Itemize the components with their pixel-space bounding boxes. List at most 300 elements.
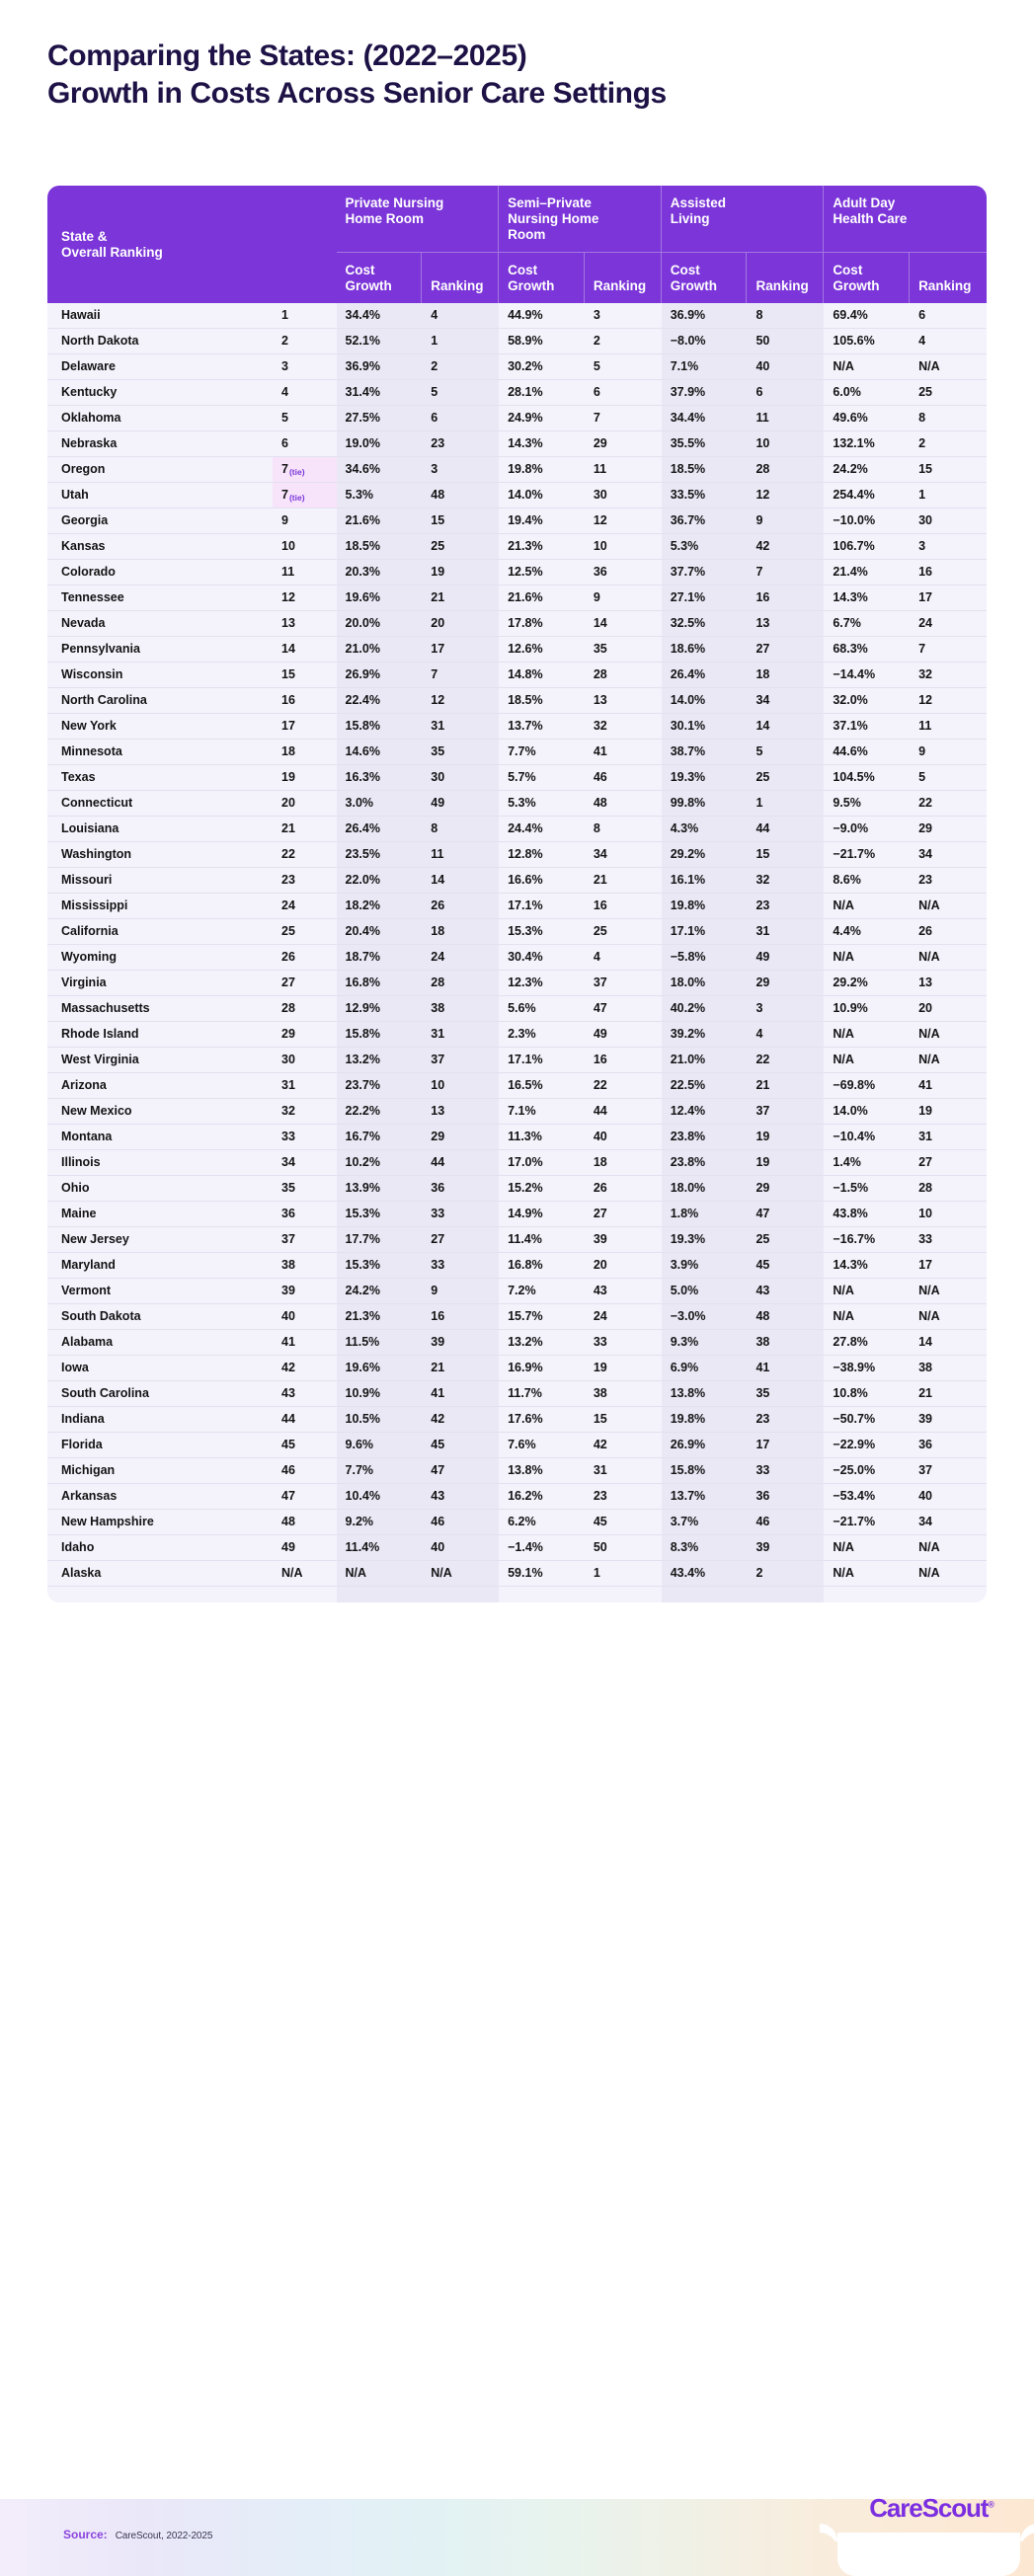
cell-assisted-cost-growth: 13.8% [662, 1381, 748, 1407]
cell-assisted-cost-growth: 29.2% [662, 842, 748, 868]
cell-semiprivate-ranking: 45 [585, 1510, 662, 1535]
cell-assisted-cost-growth: 3.7% [662, 1510, 748, 1535]
cell-adultday-ranking: 24 [910, 611, 987, 637]
cell-semiprivate-ranking: 25 [585, 919, 662, 945]
cell-state-name: Arkansas [47, 1484, 273, 1510]
cell-private-cost-growth: 36.9% [337, 354, 423, 380]
cell-adultday-ranking: 13 [910, 971, 987, 996]
cell-assisted-cost-growth: 12.4% [662, 1099, 748, 1125]
cell-overall-ranking: 6 [273, 431, 337, 457]
cell-adultday-ranking: 22 [910, 791, 987, 817]
cell-semiprivate-cost-growth: 24.9% [499, 406, 585, 431]
cell-semiprivate-cost-growth: 44.9% [499, 303, 585, 329]
cell-overall-ranking: 21 [273, 817, 337, 842]
cell-adultday-cost-growth: 4.4% [824, 919, 910, 945]
cell-semiprivate-cost-growth: 18.5% [499, 688, 585, 714]
cell-adultday-ranking: N/A [910, 894, 987, 919]
cell-semiprivate-cost-growth: 13.8% [499, 1458, 585, 1484]
cell-assisted-ranking: 13 [747, 611, 824, 637]
cell-state-name: New Hampshire [47, 1510, 273, 1535]
table-row [47, 1099, 987, 1125]
cell-state-name: Montana [47, 1125, 273, 1150]
cell-adultday-ranking: 32 [910, 663, 987, 688]
cell-private-cost-growth: 24.2% [337, 1279, 423, 1304]
cell-private-ranking: 31 [422, 714, 499, 740]
cell-private-ranking: 5 [422, 380, 499, 406]
cell-adultday-cost-growth: −69.8% [824, 1073, 910, 1099]
cell-private-cost-growth: 17.7% [337, 1227, 423, 1253]
cell-assisted-cost-growth: 33.5% [662, 483, 748, 508]
cell-semiprivate-cost-growth: 30.2% [499, 354, 585, 380]
cell-overall-ranking: 48 [273, 1510, 337, 1535]
cell-private-ranking: 20 [422, 611, 499, 637]
cell-adultday-ranking: 20 [910, 996, 987, 1022]
cell-adultday-ranking: 33 [910, 1227, 987, 1253]
cell-private-cost-growth: 16.3% [337, 765, 423, 791]
cell-private-cost-growth: N/A [337, 1561, 423, 1587]
subheader-assisted-ranking: Ranking [747, 253, 824, 303]
cell-assisted-cost-growth: 5.0% [662, 1279, 748, 1304]
cell-assisted-ranking: 50 [747, 329, 824, 354]
cell-adultday-cost-growth: 6.7% [824, 611, 910, 637]
cell-assisted-cost-growth: 38.7% [662, 740, 748, 765]
comparison-table-container [47, 186, 987, 1602]
cell-semiprivate-ranking: 32 [585, 714, 662, 740]
cell-adultday-ranking: 30 [910, 508, 987, 534]
cell-private-ranking: 9 [422, 1279, 499, 1304]
cell-state-name: New York [47, 714, 273, 740]
cell-semiprivate-cost-growth: −1.4% [499, 1535, 585, 1561]
cell-assisted-cost-growth: 30.1% [662, 714, 748, 740]
subheader-adultday-cost-growth: Cost Growth [824, 253, 910, 303]
cell-assisted-ranking: 10 [747, 431, 824, 457]
cell-private-ranking: 27 [422, 1227, 499, 1253]
table-row [47, 817, 987, 842]
spacer-cell [47, 1587, 273, 1602]
cell-adultday-cost-growth: −9.0% [824, 817, 910, 842]
cell-state-name: Oklahoma [47, 406, 273, 431]
cell-private-ranking: 33 [422, 1202, 499, 1227]
cell-state-name: Oregon [47, 457, 273, 483]
cell-assisted-ranking: 48 [747, 1304, 824, 1330]
cell-assisted-ranking: 11 [747, 406, 824, 431]
cell-adultday-cost-growth: 14.3% [824, 585, 910, 611]
cell-adultday-cost-growth: −22.9% [824, 1433, 910, 1458]
cell-assisted-ranking: 8 [747, 303, 824, 329]
cell-adultday-cost-growth: 49.6% [824, 406, 910, 431]
cell-state-name: Alaska [47, 1561, 273, 1587]
table-row [47, 303, 987, 329]
cell-private-cost-growth: 52.1% [337, 329, 423, 354]
cell-assisted-ranking: 17 [747, 1433, 824, 1458]
cell-private-cost-growth: 18.5% [337, 534, 423, 560]
cell-private-cost-growth: 20.0% [337, 611, 423, 637]
cell-assisted-ranking: 21 [747, 1073, 824, 1099]
subheader-private-ranking: Ranking [422, 253, 499, 303]
cell-state-name: Nebraska [47, 431, 273, 457]
overall-ranking-value: 7 [281, 461, 288, 476]
cell-adultday-cost-growth: −10.0% [824, 508, 910, 534]
cell-semiprivate-ranking: 9 [585, 585, 662, 611]
cell-semiprivate-ranking: 22 [585, 1073, 662, 1099]
cell-assisted-ranking: 6 [747, 380, 824, 406]
cell-semiprivate-ranking: 42 [585, 1433, 662, 1458]
cell-assisted-cost-growth: 8.3% [662, 1535, 748, 1561]
cell-semiprivate-cost-growth: 17.1% [499, 894, 585, 919]
cell-semiprivate-cost-growth: 12.3% [499, 971, 585, 996]
cell-state-name: Kansas [47, 534, 273, 560]
cell-adultday-cost-growth: 44.6% [824, 740, 910, 765]
cell-assisted-cost-growth: 7.1% [662, 354, 748, 380]
cell-assisted-cost-growth: 18.0% [662, 971, 748, 996]
cell-state-name: Ohio [47, 1176, 273, 1202]
table-row [47, 1304, 987, 1330]
header-group-assisted-living [662, 186, 825, 253]
carescout-logo-text: CareScout [869, 2493, 989, 2523]
group-3-line-2: Health Care [833, 211, 908, 227]
cell-semiprivate-cost-growth: 58.9% [499, 329, 585, 354]
cell-overall-ranking: 17 [273, 714, 337, 740]
cell-semiprivate-cost-growth: 11.4% [499, 1227, 585, 1253]
cell-private-ranking: 45 [422, 1433, 499, 1458]
cell-private-cost-growth: 14.6% [337, 740, 423, 765]
spacer-cell [499, 1587, 585, 1602]
cell-semiprivate-ranking: 28 [585, 663, 662, 688]
cell-adultday-ranking: 38 [910, 1356, 987, 1381]
cell-adultday-ranking: 5 [910, 765, 987, 791]
cell-adultday-cost-growth: −25.0% [824, 1458, 910, 1484]
cell-overall-ranking: 20 [273, 791, 337, 817]
table-row [47, 1561, 987, 1587]
cell-assisted-ranking: 28 [747, 457, 824, 483]
cell-assisted-ranking: 32 [747, 868, 824, 894]
cell-assisted-ranking: 40 [747, 354, 824, 380]
cell-assisted-ranking: 25 [747, 765, 824, 791]
cell-adultday-ranking: 11 [910, 714, 987, 740]
cell-overall-ranking: 32 [273, 1099, 337, 1125]
cell-semiprivate-ranking: 5 [585, 354, 662, 380]
cell-assisted-ranking: 25 [747, 1227, 824, 1253]
cell-adultday-ranking: 29 [910, 817, 987, 842]
cell-overall-ranking: 10 [273, 534, 337, 560]
cell-assisted-cost-growth: 18.5% [662, 457, 748, 483]
cell-assisted-ranking: 47 [747, 1202, 824, 1227]
spacer-cell [662, 1587, 748, 1602]
table-row [47, 380, 987, 406]
cell-assisted-ranking: 45 [747, 1253, 824, 1279]
cell-semiprivate-cost-growth: 16.6% [499, 868, 585, 894]
cell-overall-ranking: 24 [273, 894, 337, 919]
cell-private-ranking: 36 [422, 1176, 499, 1202]
cell-semiprivate-cost-growth: 5.3% [499, 791, 585, 817]
cell-assisted-ranking: 19 [747, 1125, 824, 1150]
cell-overall-ranking: 23 [273, 868, 337, 894]
cell-semiprivate-ranking: 20 [585, 1253, 662, 1279]
cell-adultday-ranking: 3 [910, 534, 987, 560]
cell-assisted-cost-growth: 34.4% [662, 406, 748, 431]
cell-semiprivate-ranking: 48 [585, 791, 662, 817]
cell-assisted-cost-growth: 26.4% [662, 663, 748, 688]
cell-private-ranking: 6 [422, 406, 499, 431]
state-cost-growth-table [47, 186, 987, 1602]
cell-semiprivate-cost-growth: 28.1% [499, 380, 585, 406]
cell-semiprivate-cost-growth: 21.6% [499, 585, 585, 611]
cell-assisted-ranking: 27 [747, 637, 824, 663]
cell-assisted-ranking: 43 [747, 1279, 824, 1304]
table-row [47, 1048, 987, 1073]
cell-overall-ranking: 3 [273, 354, 337, 380]
cell-private-ranking: 19 [422, 560, 499, 585]
cell-semiprivate-cost-growth: 13.2% [499, 1330, 585, 1356]
cell-adultday-cost-growth: N/A [824, 1304, 910, 1330]
cell-adultday-cost-growth: N/A [824, 1535, 910, 1561]
cell-assisted-ranking: 34 [747, 688, 824, 714]
table-row [47, 1227, 987, 1253]
cell-assisted-ranking: 2 [747, 1561, 824, 1587]
table-row [47, 1433, 987, 1458]
cell-adultday-cost-growth: 10.8% [824, 1381, 910, 1407]
group-0-line-1: Private Nursing [345, 195, 444, 210]
cell-overall-ranking: 33 [273, 1125, 337, 1150]
table-row [47, 919, 987, 945]
tie-note: (tie) [288, 466, 305, 477]
cell-semiprivate-ranking: 2 [585, 329, 662, 354]
cell-adultday-ranking: 37 [910, 1458, 987, 1484]
table-row [47, 1510, 987, 1535]
cell-private-cost-growth: 9.2% [337, 1510, 423, 1535]
cell-assisted-ranking: 23 [747, 1407, 824, 1433]
cell-adultday-ranking: 41 [910, 1073, 987, 1099]
cell-private-ranking: 4 [422, 303, 499, 329]
group-3-line-1: Adult Day [833, 195, 896, 210]
cell-private-ranking: 41 [422, 1381, 499, 1407]
table-row [47, 688, 987, 714]
cell-adultday-ranking: 27 [910, 1150, 987, 1176]
cell-private-cost-growth: 13.2% [337, 1048, 423, 1073]
cell-private-ranking: 13 [422, 1099, 499, 1125]
table-row [47, 791, 987, 817]
cell-private-ranking: 46 [422, 1510, 499, 1535]
cell-overall-ranking: 46 [273, 1458, 337, 1484]
cell-adultday-ranking: 19 [910, 1099, 987, 1125]
cell-semiprivate-ranking: 12 [585, 508, 662, 534]
cell-adultday-ranking: N/A [910, 1304, 987, 1330]
cell-semiprivate-cost-growth: 16.9% [499, 1356, 585, 1381]
cell-semiprivate-cost-growth: 13.7% [499, 714, 585, 740]
cell-adultday-cost-growth: 9.5% [824, 791, 910, 817]
cell-assisted-cost-growth: −8.0% [662, 329, 748, 354]
cell-assisted-cost-growth: 18.6% [662, 637, 748, 663]
cell-semiprivate-cost-growth: 24.4% [499, 817, 585, 842]
table-row [47, 996, 987, 1022]
cell-adultday-ranking: 36 [910, 1433, 987, 1458]
cell-adultday-ranking: 4 [910, 329, 987, 354]
table-row [47, 1202, 987, 1227]
cell-private-ranking: 49 [422, 791, 499, 817]
table-row [47, 740, 987, 765]
cell-private-ranking: 8 [422, 817, 499, 842]
cell-private-cost-growth: 18.7% [337, 945, 423, 971]
cell-assisted-cost-growth: 99.8% [662, 791, 748, 817]
cell-assisted-cost-growth: 27.1% [662, 585, 748, 611]
registered-trademark-icon: ® [988, 2499, 994, 2510]
cell-adultday-cost-growth: 8.6% [824, 868, 910, 894]
cell-semiprivate-ranking: 7 [585, 406, 662, 431]
table-row [47, 1407, 987, 1433]
cell-overall-ranking: 29 [273, 1022, 337, 1048]
cell-assisted-ranking: 12 [747, 483, 824, 508]
cell-overall-ranking: 2 [273, 329, 337, 354]
table-row [47, 1356, 987, 1381]
cell-assisted-ranking: 46 [747, 1510, 824, 1535]
table-row [47, 457, 987, 483]
cell-assisted-cost-growth: 1.8% [662, 1202, 748, 1227]
cell-adultday-cost-growth: 132.1% [824, 431, 910, 457]
cell-assisted-cost-growth: 14.0% [662, 688, 748, 714]
cell-semiprivate-ranking: 34 [585, 842, 662, 868]
cell-private-ranking: 11 [422, 842, 499, 868]
cell-overall-ranking: 34 [273, 1150, 337, 1176]
cell-assisted-cost-growth: 23.8% [662, 1125, 748, 1150]
cell-assisted-ranking: 15 [747, 842, 824, 868]
cell-assisted-cost-growth: 3.9% [662, 1253, 748, 1279]
cell-semiprivate-ranking: 16 [585, 894, 662, 919]
cell-assisted-ranking: 22 [747, 1048, 824, 1073]
cell-overall-ranking: 19 [273, 765, 337, 791]
cell-state-name: Alabama [47, 1330, 273, 1356]
cell-assisted-cost-growth: 9.3% [662, 1330, 748, 1356]
table-row [47, 868, 987, 894]
cell-adultday-cost-growth: −21.7% [824, 842, 910, 868]
tie-note: (tie) [288, 492, 305, 503]
cell-assisted-cost-growth: −3.0% [662, 1304, 748, 1330]
cell-semiprivate-cost-growth: 6.2% [499, 1510, 585, 1535]
subheader-semiprivate-cost-growth: Cost Growth [499, 253, 585, 303]
cell-private-cost-growth: 10.2% [337, 1150, 423, 1176]
cell-private-ranking: 40 [422, 1535, 499, 1561]
cell-semiprivate-cost-growth: 11.3% [499, 1125, 585, 1150]
cell-state-name: Vermont [47, 1279, 273, 1304]
cell-adultday-ranking: 15 [910, 457, 987, 483]
cell-adultday-ranking: 16 [910, 560, 987, 585]
header-state-line-1: State & [61, 229, 108, 245]
cell-private-cost-growth: 15.3% [337, 1253, 423, 1279]
cell-private-ranking: 37 [422, 1048, 499, 1073]
cell-semiprivate-cost-growth: 14.3% [499, 431, 585, 457]
carescout-logo [869, 2493, 994, 2524]
cell-adultday-cost-growth: −10.4% [824, 1125, 910, 1150]
cell-state-name: New Mexico [47, 1099, 273, 1125]
cell-private-ranking: 24 [422, 945, 499, 971]
group-2-line-1: Assisted [670, 195, 726, 210]
cell-semiprivate-ranking: 33 [585, 1330, 662, 1356]
header-group-semi-private-nursing-home-room [499, 186, 662, 253]
cell-assisted-cost-growth: 36.9% [662, 303, 748, 329]
cell-private-cost-growth: 27.5% [337, 406, 423, 431]
cell-adultday-ranking: 21 [910, 1381, 987, 1407]
cell-semiprivate-ranking: 3 [585, 303, 662, 329]
cell-private-cost-growth: 34.4% [337, 303, 423, 329]
cell-semiprivate-cost-growth: 5.6% [499, 996, 585, 1022]
cell-semiprivate-ranking: 19 [585, 1356, 662, 1381]
cell-state-name: North Dakota [47, 329, 273, 354]
cell-assisted-cost-growth: 32.5% [662, 611, 748, 637]
cell-assisted-cost-growth: 35.5% [662, 431, 748, 457]
cell-semiprivate-ranking: 49 [585, 1022, 662, 1048]
cell-semiprivate-cost-growth: 14.9% [499, 1202, 585, 1227]
cell-private-ranking: 48 [422, 483, 499, 508]
cell-semiprivate-ranking: 39 [585, 1227, 662, 1253]
cell-adultday-cost-growth: N/A [824, 1048, 910, 1073]
cell-state-name: Indiana [47, 1407, 273, 1433]
cell-state-name: Nevada [47, 611, 273, 637]
cell-adultday-cost-growth: 105.6% [824, 329, 910, 354]
cell-private-cost-growth: 19.6% [337, 1356, 423, 1381]
cell-assisted-ranking: 39 [747, 1535, 824, 1561]
cell-semiprivate-cost-growth: 15.3% [499, 919, 585, 945]
cell-adultday-ranking: 23 [910, 868, 987, 894]
cell-adultday-ranking: 39 [910, 1407, 987, 1433]
cell-overall-ranking [273, 457, 337, 483]
cell-semiprivate-ranking: 16 [585, 1048, 662, 1073]
table-row [47, 354, 987, 380]
cell-semiprivate-cost-growth: 16.8% [499, 1253, 585, 1279]
cell-adultday-cost-growth: 37.1% [824, 714, 910, 740]
cell-overall-ranking: 38 [273, 1253, 337, 1279]
subheader-assisted-cost-growth: Cost Growth [662, 253, 748, 303]
cell-semiprivate-cost-growth: 19.8% [499, 457, 585, 483]
cell-adultday-ranking: N/A [910, 1279, 987, 1304]
cell-state-name: Louisiana [47, 817, 273, 842]
cell-private-ranking: 7 [422, 663, 499, 688]
cell-state-name: New Jersey [47, 1227, 273, 1253]
cell-private-ranking: 18 [422, 919, 499, 945]
overall-ranking-value: 7 [281, 487, 288, 502]
cell-semiprivate-ranking: 47 [585, 996, 662, 1022]
cell-state-name: Virginia [47, 971, 273, 996]
cell-assisted-cost-growth: 13.7% [662, 1484, 748, 1510]
cell-state-name: Wyoming [47, 945, 273, 971]
cell-adultday-ranking: N/A [910, 354, 987, 380]
cell-adultday-cost-growth: 24.2% [824, 457, 910, 483]
cell-assisted-cost-growth: 36.7% [662, 508, 748, 534]
cell-overall-ranking: 35 [273, 1176, 337, 1202]
cell-semiprivate-ranking: 31 [585, 1458, 662, 1484]
cell-assisted-cost-growth: 21.0% [662, 1048, 748, 1073]
table-row [47, 637, 987, 663]
cell-private-cost-growth: 20.3% [337, 560, 423, 585]
cell-adultday-cost-growth: −1.5% [824, 1176, 910, 1202]
cell-assisted-cost-growth: 17.1% [662, 919, 748, 945]
cell-assisted-ranking: 9 [747, 508, 824, 534]
cell-overall-ranking: 26 [273, 945, 337, 971]
cell-private-ranking: 23 [422, 431, 499, 457]
cell-private-cost-growth: 11.4% [337, 1535, 423, 1561]
cell-assisted-cost-growth: 26.9% [662, 1433, 748, 1458]
cell-private-cost-growth: 15.8% [337, 1022, 423, 1048]
cell-adultday-ranking: 7 [910, 637, 987, 663]
cell-overall-ranking: 13 [273, 611, 337, 637]
cell-state-name: South Dakota [47, 1304, 273, 1330]
cell-assisted-ranking: 37 [747, 1099, 824, 1125]
table-body [47, 303, 987, 1602]
cell-private-ranking: 38 [422, 996, 499, 1022]
cell-assisted-ranking: 19 [747, 1150, 824, 1176]
header-group-private-nursing-home-room [337, 186, 500, 253]
table-row [47, 1330, 987, 1356]
cell-state-name: North Carolina [47, 688, 273, 714]
cell-assisted-ranking: 3 [747, 996, 824, 1022]
